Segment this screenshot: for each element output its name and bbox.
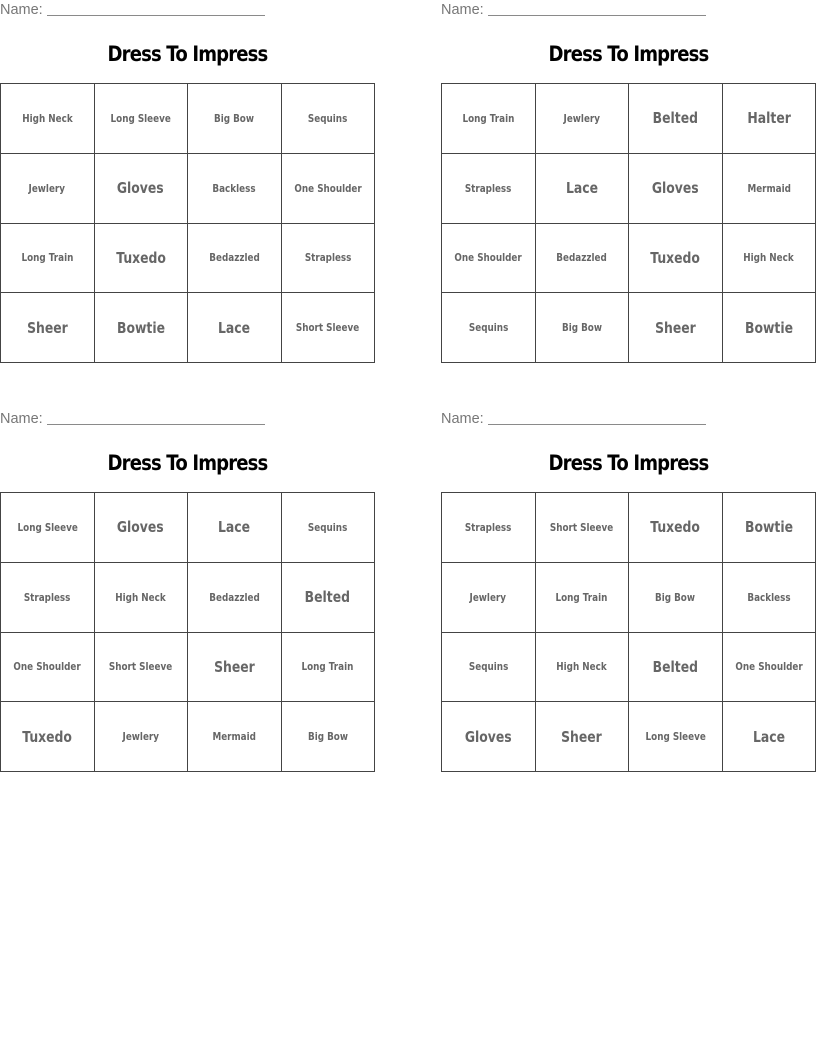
bingo-cell-label: Strapless xyxy=(464,181,512,195)
bingo-cell xyxy=(629,563,723,633)
bingo-cell xyxy=(536,224,630,294)
bingo-cell xyxy=(1,154,95,224)
bingo-cell xyxy=(282,702,376,772)
name-blank-line[interactable] xyxy=(488,409,706,425)
bingo-cell xyxy=(442,84,536,154)
name-blank-line[interactable] xyxy=(47,0,265,16)
bingo-cell-label: Jewlery xyxy=(470,590,507,604)
bingo-cell-label: One Shoulder xyxy=(454,251,522,265)
bingo-cell-label: Bedazzled xyxy=(556,251,607,265)
name-blank-line[interactable] xyxy=(488,0,706,16)
bingo-cell xyxy=(95,224,189,294)
bingo-cell xyxy=(442,493,536,563)
bingo-cell-label: Sequins xyxy=(308,520,348,534)
bingo-cell xyxy=(282,493,376,563)
bingo-cell xyxy=(536,563,630,633)
bingo-cell xyxy=(629,493,723,563)
bingo-cell xyxy=(442,633,536,703)
bingo-cell-label: Sheer xyxy=(213,657,255,676)
bingo-cell xyxy=(282,84,376,154)
bingo-cell-label: Tuxedo xyxy=(650,518,701,537)
bingo-cell-label: Big Bow xyxy=(214,111,255,125)
bingo-cell xyxy=(442,563,536,633)
bingo-cell-label: Mermaid xyxy=(212,730,256,744)
bingo-cell-label: Sheer xyxy=(561,727,603,746)
bingo-cell xyxy=(95,633,189,703)
bingo-cell-label: High Neck xyxy=(22,111,73,125)
bingo-cell xyxy=(188,293,282,363)
bingo-cell xyxy=(1,493,95,563)
name-blank-line[interactable] xyxy=(47,409,265,425)
bingo-cell-label: Bedazzled xyxy=(209,251,260,265)
bingo-cell-label: Gloves xyxy=(117,518,165,537)
name-label: Name: xyxy=(0,2,43,18)
bingo-cell xyxy=(536,154,630,224)
bingo-cell-label: Long Sleeve xyxy=(645,730,706,744)
bingo-cell-label: Long Train xyxy=(21,251,74,265)
bingo-cell-label: Lace xyxy=(218,518,251,537)
bingo-cell xyxy=(282,633,376,703)
bingo-cell xyxy=(95,702,189,772)
bingo-cell xyxy=(629,293,723,363)
bingo-cell-label: Jewlery xyxy=(29,181,66,195)
bingo-cell xyxy=(629,224,723,294)
bingo-cell-label: Belted xyxy=(652,109,698,128)
bingo-cell-label: Strapless xyxy=(23,590,71,604)
bingo-cell-label: Lace xyxy=(565,179,598,198)
bingo-cell xyxy=(442,293,536,363)
bingo-cell xyxy=(723,154,816,224)
bingo-cell-label: Big Bow xyxy=(561,321,602,335)
bingo-cell-label: One Shoulder xyxy=(13,660,81,674)
bingo-cell xyxy=(1,224,95,294)
bingo-cell-label: Bowtie xyxy=(744,318,793,337)
bingo-cell xyxy=(95,154,189,224)
card-title: Dress To Impress xyxy=(548,451,709,475)
bingo-cell xyxy=(723,224,816,294)
bingo-cell xyxy=(723,702,816,772)
bingo-cell-label: Big Bow xyxy=(655,590,696,604)
bingo-cell xyxy=(536,633,630,703)
name-label: Name: xyxy=(0,411,43,427)
name-field[interactable] xyxy=(0,0,265,20)
bingo-cell xyxy=(188,702,282,772)
bingo-cell-label: Belted xyxy=(305,588,351,607)
bingo-cell xyxy=(536,293,630,363)
bingo-cell-label: Sequins xyxy=(308,111,348,125)
bingo-grid xyxy=(441,83,816,363)
bingo-cell xyxy=(536,84,630,154)
bingo-cell-label: Short Sleeve xyxy=(109,660,173,674)
bingo-cell xyxy=(723,633,816,703)
bingo-cell xyxy=(282,154,376,224)
bingo-cell-label: Jewlery xyxy=(563,111,600,125)
bingo-cell xyxy=(442,154,536,224)
card-title: Dress To Impress xyxy=(548,42,709,66)
bingo-cell-label: Sequins xyxy=(468,321,508,335)
bingo-cell xyxy=(1,84,95,154)
bingo-cell-label: Tuxedo xyxy=(650,248,701,267)
bingo-cell xyxy=(188,633,282,703)
bingo-cell-label: Backless xyxy=(212,181,256,195)
bingo-cell xyxy=(723,84,816,154)
bingo-cell-label: One Shoulder xyxy=(294,181,362,195)
bingo-cell xyxy=(536,702,630,772)
bingo-cell-label: Long Train xyxy=(462,111,515,125)
bingo-cell xyxy=(723,563,816,633)
bingo-cell-label: Belted xyxy=(652,657,698,676)
bingo-cell xyxy=(629,702,723,772)
bingo-cell xyxy=(188,84,282,154)
bingo-cell xyxy=(1,293,95,363)
bingo-cell-label: Long Train xyxy=(555,590,608,604)
bingo-cell-label: Tuxedo xyxy=(115,248,166,267)
bingo-cell xyxy=(723,493,816,563)
bingo-cell-label: Long Sleeve xyxy=(110,111,171,125)
card-title: Dress To Impress xyxy=(107,42,268,66)
bingo-cell-label: Tuxedo xyxy=(22,727,73,746)
name-field[interactable] xyxy=(441,0,706,20)
bingo-cell xyxy=(282,224,376,294)
bingo-cell xyxy=(188,224,282,294)
bingo-cell-label: Short Sleeve xyxy=(296,321,360,335)
bingo-cell-label: Gloves xyxy=(651,179,699,198)
bingo-cell xyxy=(188,154,282,224)
bingo-cell xyxy=(1,563,95,633)
bingo-cell xyxy=(442,224,536,294)
bingo-cell-label: Strapless xyxy=(464,520,512,534)
bingo-cell-label: Bowtie xyxy=(116,318,165,337)
bingo-cell-label: High Neck xyxy=(743,251,794,265)
bingo-cell xyxy=(629,633,723,703)
bingo-cell xyxy=(536,493,630,563)
bingo-grid xyxy=(0,492,375,772)
bingo-cell xyxy=(629,84,723,154)
name-label: Name: xyxy=(441,411,484,427)
bingo-cell xyxy=(282,293,376,363)
bingo-cell-label: Mermaid xyxy=(747,181,791,195)
bingo-cell-label: Backless xyxy=(747,590,791,604)
bingo-cell xyxy=(95,84,189,154)
bingo-cell-label: Lace xyxy=(218,318,251,337)
bingo-grid xyxy=(0,83,375,363)
bingo-cell-label: Sequins xyxy=(468,660,508,674)
name-label: Name: xyxy=(441,2,484,18)
bingo-cell-label: Big Bow xyxy=(307,730,348,744)
bingo-cell-label: Lace xyxy=(752,727,785,746)
bingo-cell-label: Strapless xyxy=(304,251,352,265)
bingo-cell xyxy=(282,563,376,633)
bingo-cell xyxy=(629,154,723,224)
bingo-cell-label: Jewlery xyxy=(122,730,159,744)
bingo-cell-label: Gloves xyxy=(464,727,512,746)
bingo-cell xyxy=(723,293,816,363)
name-field[interactable] xyxy=(0,409,265,429)
bingo-cell xyxy=(442,702,536,772)
card-title: Dress To Impress xyxy=(107,451,268,475)
bingo-cell-label: Bowtie xyxy=(744,518,793,537)
bingo-cell xyxy=(1,702,95,772)
bingo-cell xyxy=(95,293,189,363)
bingo-cell-label: Gloves xyxy=(117,179,165,198)
bingo-cell-label: Sheer xyxy=(654,318,696,337)
bingo-cell-label: Sheer xyxy=(26,318,68,337)
bingo-cell-label: Long Sleeve xyxy=(17,520,78,534)
bingo-cell xyxy=(188,563,282,633)
bingo-cell-label: Long Train xyxy=(301,660,354,674)
bingo-cell xyxy=(95,563,189,633)
bingo-cell-label: High Neck xyxy=(115,590,166,604)
bingo-grid xyxy=(441,492,816,772)
bingo-cell-label: High Neck xyxy=(556,660,607,674)
bingo-cell xyxy=(1,633,95,703)
bingo-cell-label: One Shoulder xyxy=(735,660,803,674)
bingo-cell-label: Short Sleeve xyxy=(550,520,614,534)
bingo-cell-label: Bedazzled xyxy=(209,590,260,604)
bingo-cell-label: Halter xyxy=(747,109,791,128)
bingo-cell xyxy=(95,493,189,563)
name-field[interactable] xyxy=(441,409,706,429)
bingo-cell xyxy=(188,493,282,563)
